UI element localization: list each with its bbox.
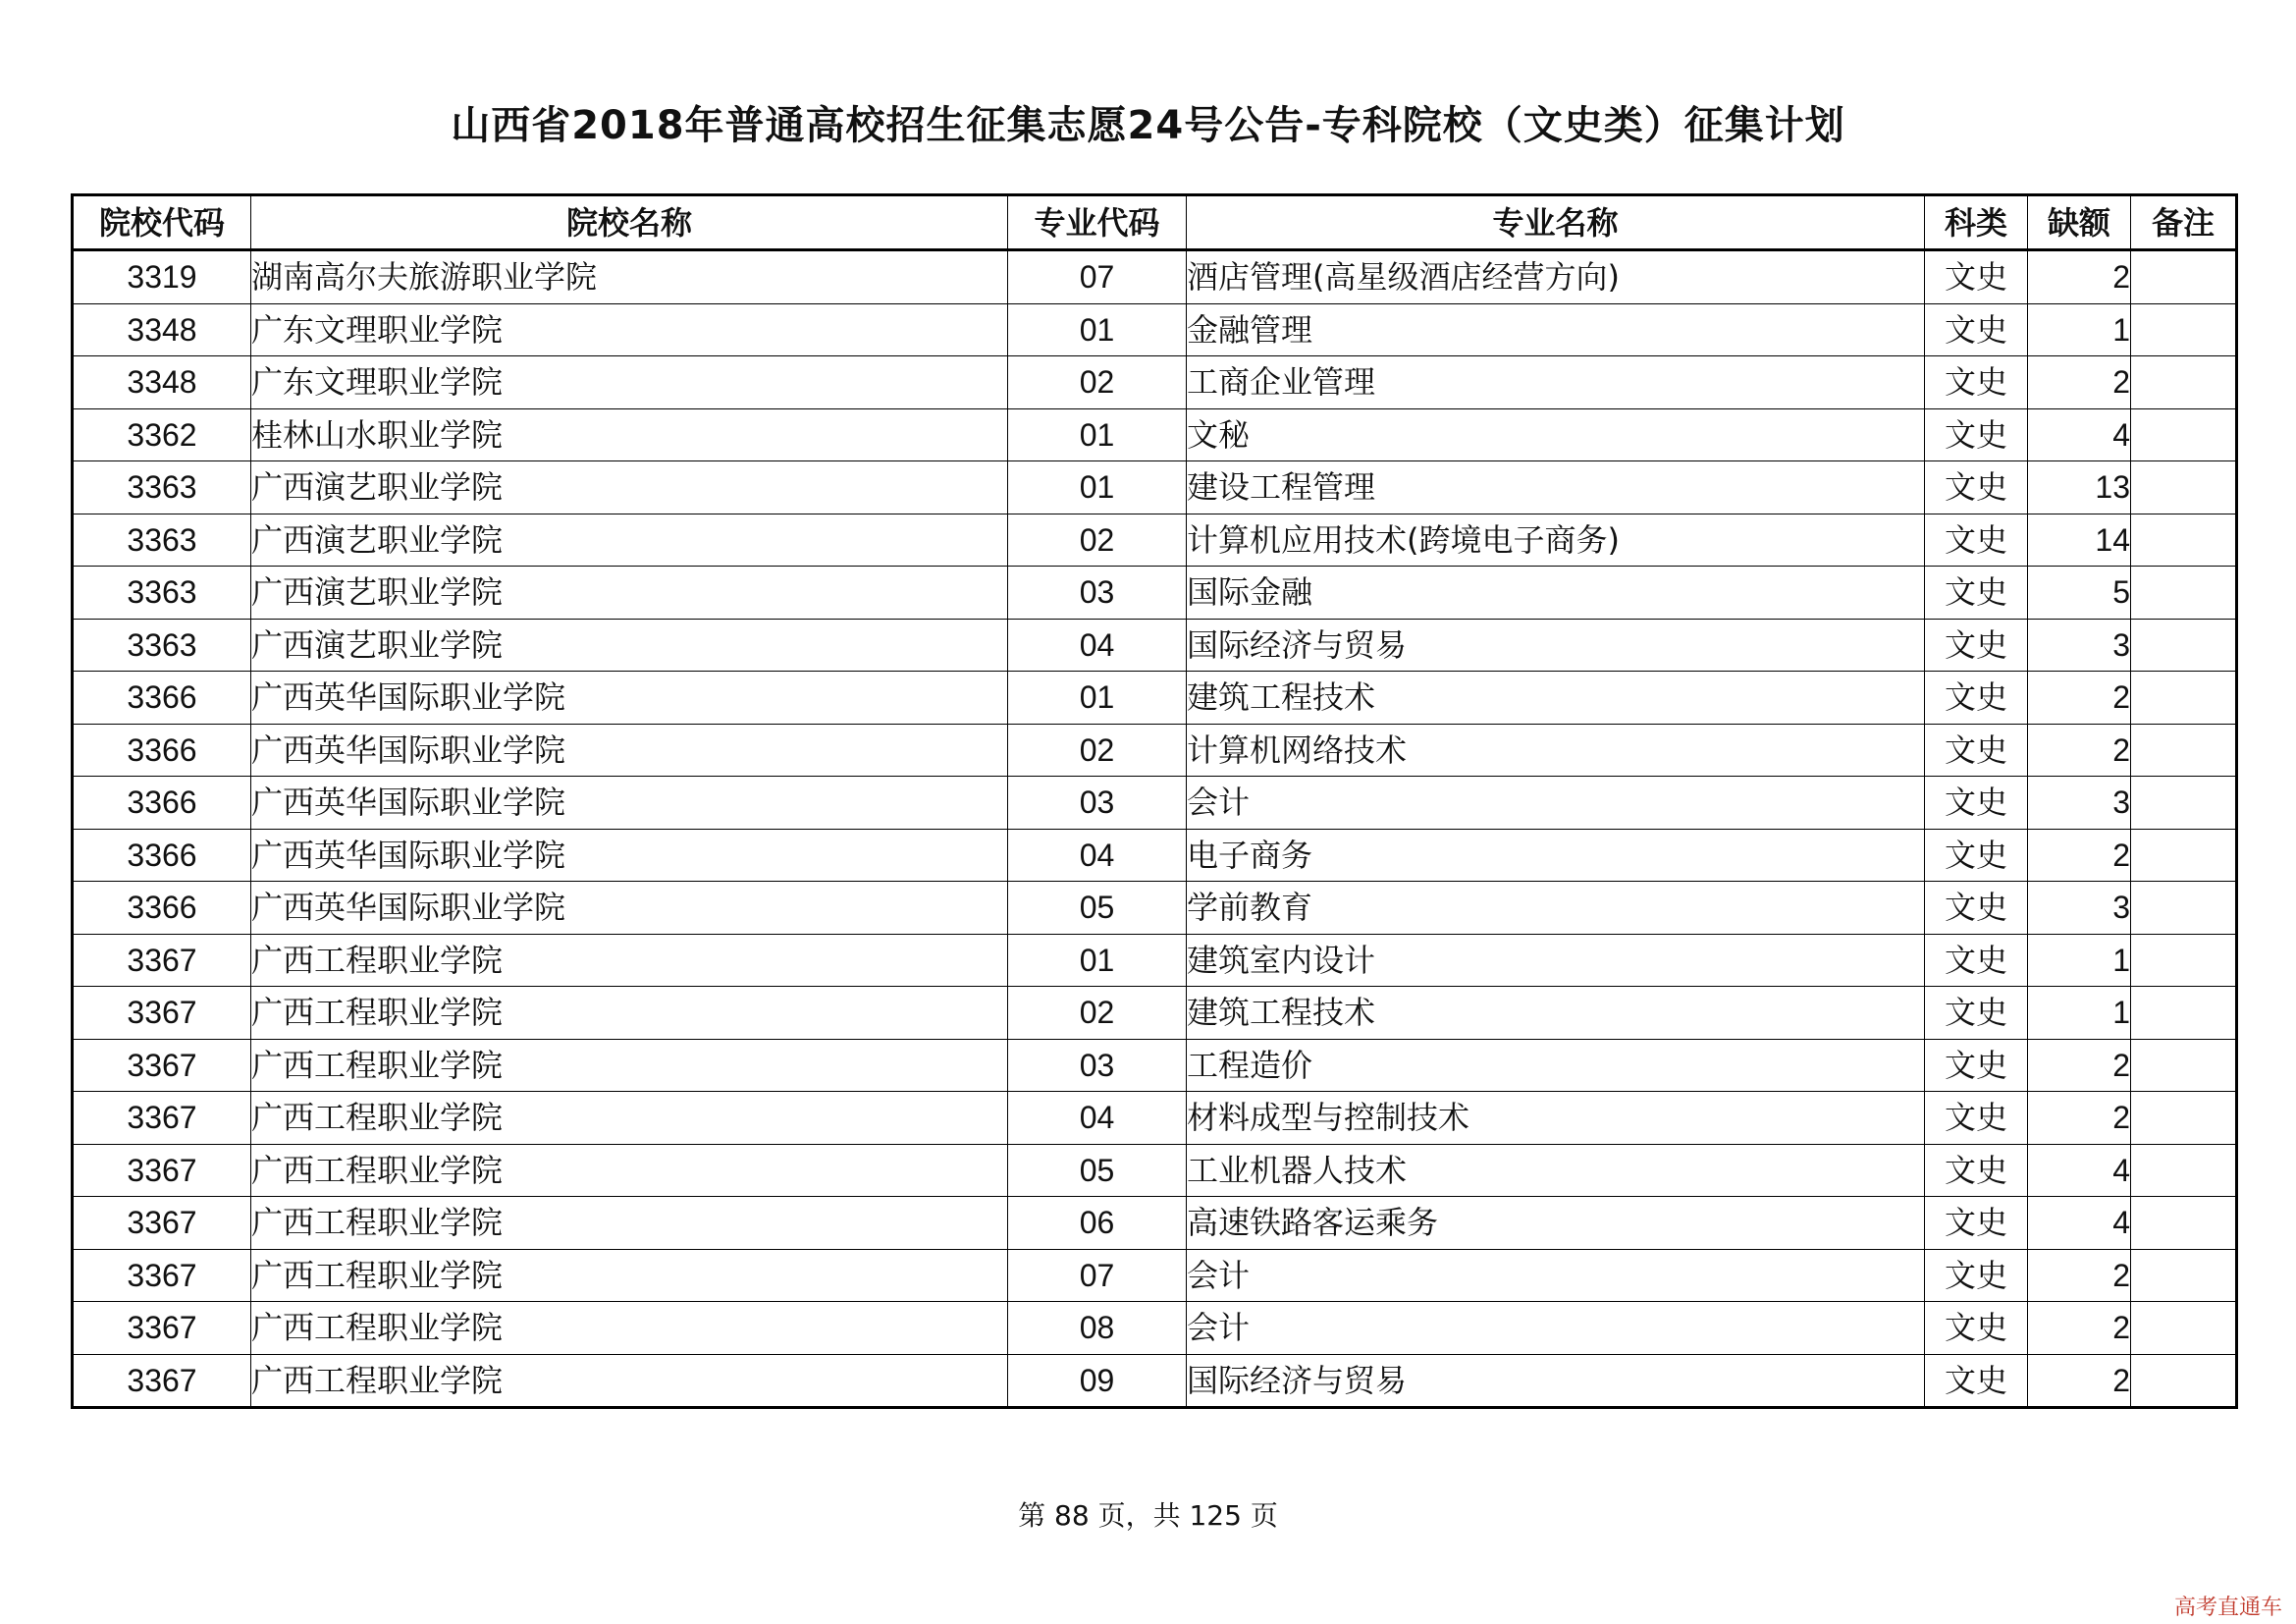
table-row [73, 934, 2237, 987]
cell-note [2131, 1249, 2237, 1302]
table-row [73, 882, 2237, 935]
cell-school-name: 广西英华国际职业学院 [251, 672, 1008, 725]
table-row [73, 303, 2237, 356]
cell-category: 文史 [1925, 777, 2028, 830]
cell-school-name: 广西英华国际职业学院 [251, 777, 1008, 830]
table-row [73, 829, 2237, 882]
cell-major-code: 03 [1008, 1039, 1187, 1092]
cell-school-code: 3363 [73, 514, 251, 567]
cell-quota: 2 [2028, 724, 2131, 777]
cell-quota: 2 [2028, 1092, 2131, 1145]
cell-quota: 4 [2028, 1144, 2131, 1197]
cell-major-name: 文秘 [1187, 408, 1925, 461]
table-row [73, 619, 2237, 672]
cell-school-name: 广西工程职业学院 [251, 1197, 1008, 1250]
cell-major-name: 酒店管理(高星级酒店经营方向) [1187, 250, 1925, 304]
cell-major-name: 会计 [1187, 777, 1925, 830]
page-title: 山西省2018年普通高校招生征集志愿24号公告-专科院校（文史类）征集计划 [451, 103, 1845, 148]
cell-school-name: 广西英华国际职业学院 [251, 724, 1008, 777]
cell-school-name: 广东文理职业学院 [251, 356, 1008, 409]
cell-school-code: 3367 [73, 1092, 251, 1145]
cell-note [2131, 724, 2237, 777]
cell-quota: 4 [2028, 408, 2131, 461]
table-row [73, 1197, 2237, 1250]
cell-major-name: 高速铁路客运乘务 [1187, 1197, 1925, 1250]
header-school-name: 院校名称 [251, 195, 1008, 250]
table-row [73, 461, 2237, 514]
cell-quota: 2 [2028, 1354, 2131, 1408]
table-row [73, 777, 2237, 830]
cell-major-code: 04 [1008, 619, 1187, 672]
cell-note [2131, 408, 2237, 461]
cell-category: 文史 [1925, 619, 2028, 672]
cell-note [2131, 1092, 2237, 1145]
cell-school-code: 3367 [73, 1249, 251, 1302]
cell-major-name: 建筑工程技术 [1187, 987, 1925, 1040]
cell-school-name: 广西演艺职业学院 [251, 619, 1008, 672]
cell-major-code: 09 [1008, 1354, 1187, 1408]
cell-category: 文史 [1925, 1354, 2028, 1408]
header-category: 科类 [1925, 195, 2028, 250]
cell-school-name: 广西工程职业学院 [251, 1354, 1008, 1408]
cell-note [2131, 987, 2237, 1040]
cell-school-code: 3366 [73, 882, 251, 935]
header-major-code: 专业代码 [1008, 195, 1187, 250]
cell-school-code: 3367 [73, 1144, 251, 1197]
table-row [73, 987, 2237, 1040]
cell-major-code: 01 [1008, 934, 1187, 987]
table-row [73, 514, 2237, 567]
cell-school-code: 3367 [73, 1302, 251, 1355]
cell-category: 文史 [1925, 356, 2028, 409]
cell-quota: 2 [2028, 672, 2131, 725]
cell-quota: 2 [2028, 356, 2131, 409]
cell-category: 文史 [1925, 672, 2028, 725]
cell-major-code: 08 [1008, 1302, 1187, 1355]
cell-note [2131, 1144, 2237, 1197]
cell-school-code: 3367 [73, 1354, 251, 1408]
cell-major-name: 建筑工程技术 [1187, 672, 1925, 725]
cell-major-code: 04 [1008, 829, 1187, 882]
cell-category: 文史 [1925, 1197, 2028, 1250]
cell-major-name: 国际经济与贸易 [1187, 1354, 1925, 1408]
cell-quota: 3 [2028, 619, 2131, 672]
cell-major-code: 01 [1008, 408, 1187, 461]
cell-major-code: 03 [1008, 777, 1187, 830]
cell-major-code: 05 [1008, 882, 1187, 935]
cell-quota: 13 [2028, 461, 2131, 514]
cell-school-code: 3348 [73, 303, 251, 356]
cell-major-name: 建筑室内设计 [1187, 934, 1925, 987]
cell-note [2131, 514, 2237, 567]
table-row [73, 724, 2237, 777]
cell-category: 文史 [1925, 1092, 2028, 1145]
cell-note [2131, 1039, 2237, 1092]
cell-major-code: 01 [1008, 672, 1187, 725]
cell-quota: 4 [2028, 1197, 2131, 1250]
cell-major-name: 会计 [1187, 1249, 1925, 1302]
table-row [73, 250, 2237, 304]
cell-major-code: 02 [1008, 356, 1187, 409]
cell-major-name: 会计 [1187, 1302, 1925, 1355]
cell-major-code: 04 [1008, 1092, 1187, 1145]
cell-school-name: 广西演艺职业学院 [251, 514, 1008, 567]
cell-major-name: 工商企业管理 [1187, 356, 1925, 409]
cell-quota: 2 [2028, 250, 2131, 304]
cell-quota: 3 [2028, 882, 2131, 935]
cell-quota: 1 [2028, 934, 2131, 987]
cell-major-code: 02 [1008, 514, 1187, 567]
cell-quota: 2 [2028, 1302, 2131, 1355]
cell-major-code: 01 [1008, 303, 1187, 356]
cell-note [2131, 619, 2237, 672]
cell-school-code: 3366 [73, 724, 251, 777]
cell-quota: 1 [2028, 303, 2131, 356]
cell-major-name: 国际金融 [1187, 567, 1925, 620]
cell-category: 文史 [1925, 303, 2028, 356]
cell-quota: 1 [2028, 987, 2131, 1040]
table-row [73, 408, 2237, 461]
cell-category: 文史 [1925, 250, 2028, 304]
cell-major-code: 07 [1008, 1249, 1187, 1302]
cell-school-name: 桂林山水职业学院 [251, 408, 1008, 461]
table-row [73, 356, 2237, 409]
cell-note [2131, 356, 2237, 409]
cell-note [2131, 461, 2237, 514]
cell-school-name: 广西工程职业学院 [251, 1144, 1008, 1197]
table-row [73, 1302, 2237, 1355]
cell-note [2131, 934, 2237, 987]
cell-category: 文史 [1925, 1039, 2028, 1092]
cell-note [2131, 250, 2237, 304]
cell-major-name: 工程造价 [1187, 1039, 1925, 1092]
header-major-name: 专业名称 [1187, 195, 1925, 250]
header-quota: 缺额 [2028, 195, 2131, 250]
cell-major-code: 05 [1008, 1144, 1187, 1197]
cell-category: 文史 [1925, 882, 2028, 935]
table-row [73, 1144, 2237, 1197]
cell-major-name: 计算机网络技术 [1187, 724, 1925, 777]
cell-quota: 2 [2028, 1249, 2131, 1302]
cell-school-code: 3363 [73, 619, 251, 672]
cell-category: 文史 [1925, 567, 2028, 620]
cell-major-code: 01 [1008, 461, 1187, 514]
cell-school-code: 3319 [73, 250, 251, 304]
cell-major-name: 建设工程管理 [1187, 461, 1925, 514]
cell-category: 文史 [1925, 461, 2028, 514]
cell-school-name: 广西演艺职业学院 [251, 567, 1008, 620]
cell-school-name: 广西工程职业学院 [251, 1302, 1008, 1355]
cell-note [2131, 777, 2237, 830]
cell-category: 文史 [1925, 987, 2028, 1040]
page-footer: 第 88 页，共 125 页 [1018, 1499, 1278, 1532]
cell-major-name: 电子商务 [1187, 829, 1925, 882]
header-school-code: 院校代码 [73, 195, 251, 250]
cell-school-code: 3367 [73, 934, 251, 987]
cell-school-name: 广西工程职业学院 [251, 1249, 1008, 1302]
cell-school-code: 3366 [73, 672, 251, 725]
cell-quota: 3 [2028, 777, 2131, 830]
table-header-row [73, 195, 2237, 250]
cell-school-name: 广西英华国际职业学院 [251, 882, 1008, 935]
cell-school-code: 3367 [73, 987, 251, 1040]
cell-school-code: 3366 [73, 777, 251, 830]
cell-category: 文史 [1925, 829, 2028, 882]
cell-school-name: 湖南高尔夫旅游职业学院 [251, 250, 1008, 304]
cell-school-name: 广西工程职业学院 [251, 1039, 1008, 1092]
cell-category: 文史 [1925, 724, 2028, 777]
cell-note [2131, 882, 2237, 935]
cell-note [2131, 1302, 2237, 1355]
cell-school-code: 3367 [73, 1197, 251, 1250]
watermark: 高考直通车 [2173, 1596, 2282, 1620]
cell-major-code: 06 [1008, 1197, 1187, 1250]
table-row [73, 1092, 2237, 1145]
cell-major-code: 02 [1008, 987, 1187, 1040]
cell-note [2131, 829, 2237, 882]
table-row [73, 567, 2237, 620]
cell-major-name: 工业机器人技术 [1187, 1144, 1925, 1197]
cell-school-code: 3363 [73, 461, 251, 514]
cell-major-code: 03 [1008, 567, 1187, 620]
cell-major-name: 材料成型与控制技术 [1187, 1092, 1925, 1145]
header-note: 备注 [2131, 195, 2237, 250]
cell-major-name: 国际经济与贸易 [1187, 619, 1925, 672]
cell-category: 文史 [1925, 1302, 2028, 1355]
table-row [73, 672, 2237, 725]
cell-school-name: 广西工程职业学院 [251, 934, 1008, 987]
cell-school-code: 3362 [73, 408, 251, 461]
cell-major-name: 金融管理 [1187, 303, 1925, 356]
cell-school-name: 广西工程职业学院 [251, 987, 1008, 1040]
cell-school-code: 3363 [73, 567, 251, 620]
cell-major-code: 02 [1008, 724, 1187, 777]
cell-category: 文史 [1925, 514, 2028, 567]
cell-note [2131, 1354, 2237, 1408]
table-row [73, 1039, 2237, 1092]
cell-note [2131, 303, 2237, 356]
cell-note [2131, 567, 2237, 620]
cell-category: 文史 [1925, 934, 2028, 987]
cell-school-code: 3367 [73, 1039, 251, 1092]
cell-school-code: 3366 [73, 829, 251, 882]
cell-quota: 2 [2028, 829, 2131, 882]
cell-quota: 14 [2028, 514, 2131, 567]
cell-major-name: 计算机应用技术(跨境电子商务) [1187, 514, 1925, 567]
cell-major-name: 学前教育 [1187, 882, 1925, 935]
table-row [73, 1249, 2237, 1302]
cell-category: 文史 [1925, 1249, 2028, 1302]
cell-category: 文史 [1925, 1144, 2028, 1197]
cell-note [2131, 1197, 2237, 1250]
cell-school-code: 3348 [73, 356, 251, 409]
cell-school-name: 广西英华国际职业学院 [251, 829, 1008, 882]
cell-quota: 2 [2028, 1039, 2131, 1092]
enrollment-plan-table [71, 193, 2238, 1409]
cell-category: 文史 [1925, 408, 2028, 461]
cell-school-name: 广西工程职业学院 [251, 1092, 1008, 1145]
table-row [73, 1354, 2237, 1408]
cell-school-name: 广西演艺职业学院 [251, 461, 1008, 514]
cell-school-name: 广东文理职业学院 [251, 303, 1008, 356]
cell-major-code: 07 [1008, 250, 1187, 304]
cell-note [2131, 672, 2237, 725]
cell-quota: 5 [2028, 567, 2131, 620]
